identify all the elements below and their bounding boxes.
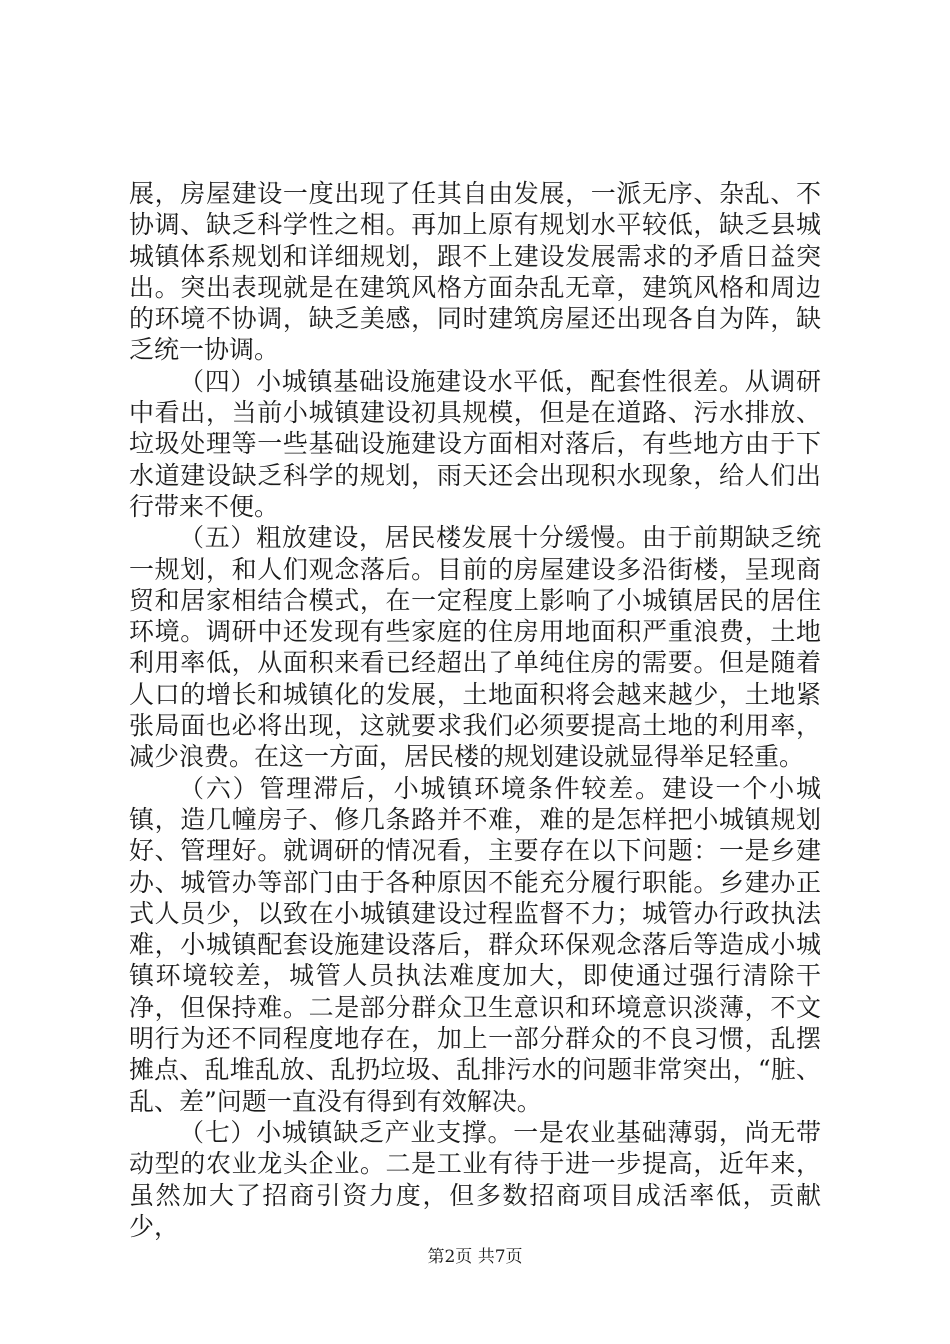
paragraph-section-4: （四）小城镇基础设施建设水平低，配套性很差。从调研中看出，当前小城镇建设初具规模，但是在道路、污水排放、垃圾处理等一些基础设施建设方面相对落后，有些地方由于下水道建设缺乏科学的规划，雨天还会出现积水现象，给人们出行带来不便。 xyxy=(129,366,821,521)
paragraph-section-6: （六）管理滞后，小城镇环境条件较差。建设一个小城镇，造几幢房子、修几条路并不难，难的是怎样把小城镇规划好、管理好。就调研的情况看，主要存在以下问题：一是乡建办、城管办等部门由于各种原因不能充分履行职能。乡建办正式人员少，以致在小城镇建设过程监督不力；城管办行政执法难，小城镇配套设施建设落后，群众环保观念落后等造成小城镇环境较差，城管人员执法难度加大，即使通过强行清除干净，但保持难。二是部分群众卫生意识和环境意识淡薄，不文明行为还不同程度地存在，加上一部分群众的不良习惯，乱摆摊点、乱堆乱放、乱扔垃圾、乱排污水的问题非常突出，“脏、乱、差”问题一直没有得到有效解决。 xyxy=(129,773,821,1116)
paragraph-section-5: （五）粗放建设，居民楼发展十分缓慢。由于前期缺乏统一规划，和人们观念落后。目前的房屋建设多沿街楼，呈现商贸和居家相结合模式，在一定程度上影响了小城镇居民的居住环境。调研中还发现有些家庭的住房用地面积严重浪费，土地利用率低，从面积来看已经超出了单纯住房的需要。但是随着人口的增长和城镇化的发展，土地面积将会越来越少，土地紧张局面也必将出现，这就要求我们必须要提高土地的利用率，减少浪费。在这一方面，居民楼的规划建设就显得举足轻重。 xyxy=(129,523,821,772)
page-footer: 第2页 共7页 xyxy=(427,1247,523,1267)
document-body xyxy=(129,178,821,1242)
paragraph-section-7: （七）小城镇缺乏产业支撑。一是农业基础薄弱，尚无带动型的农业龙头企业。二是工业有待于进一步提高，近年来，虽然加大了招商引资力度，但多数招商项目成活率低，贡献少， xyxy=(129,1117,821,1241)
paragraph-continuation: 展，房屋建设一度出现了任其自由发展，一派无序、杂乱、不协调、缺乏科学性之相。再加上原有规划水平较低，缺乏县城城镇体系规划和详细规划，跟不上建设发展需求的矛盾日益突出。突出表现就是在建筑风格方面杂乱无章，建筑风格和周边的环境不协调，缺乏美感，同时建筑房屋还出现各自为阵，缺乏统一协调。 xyxy=(129,179,821,365)
